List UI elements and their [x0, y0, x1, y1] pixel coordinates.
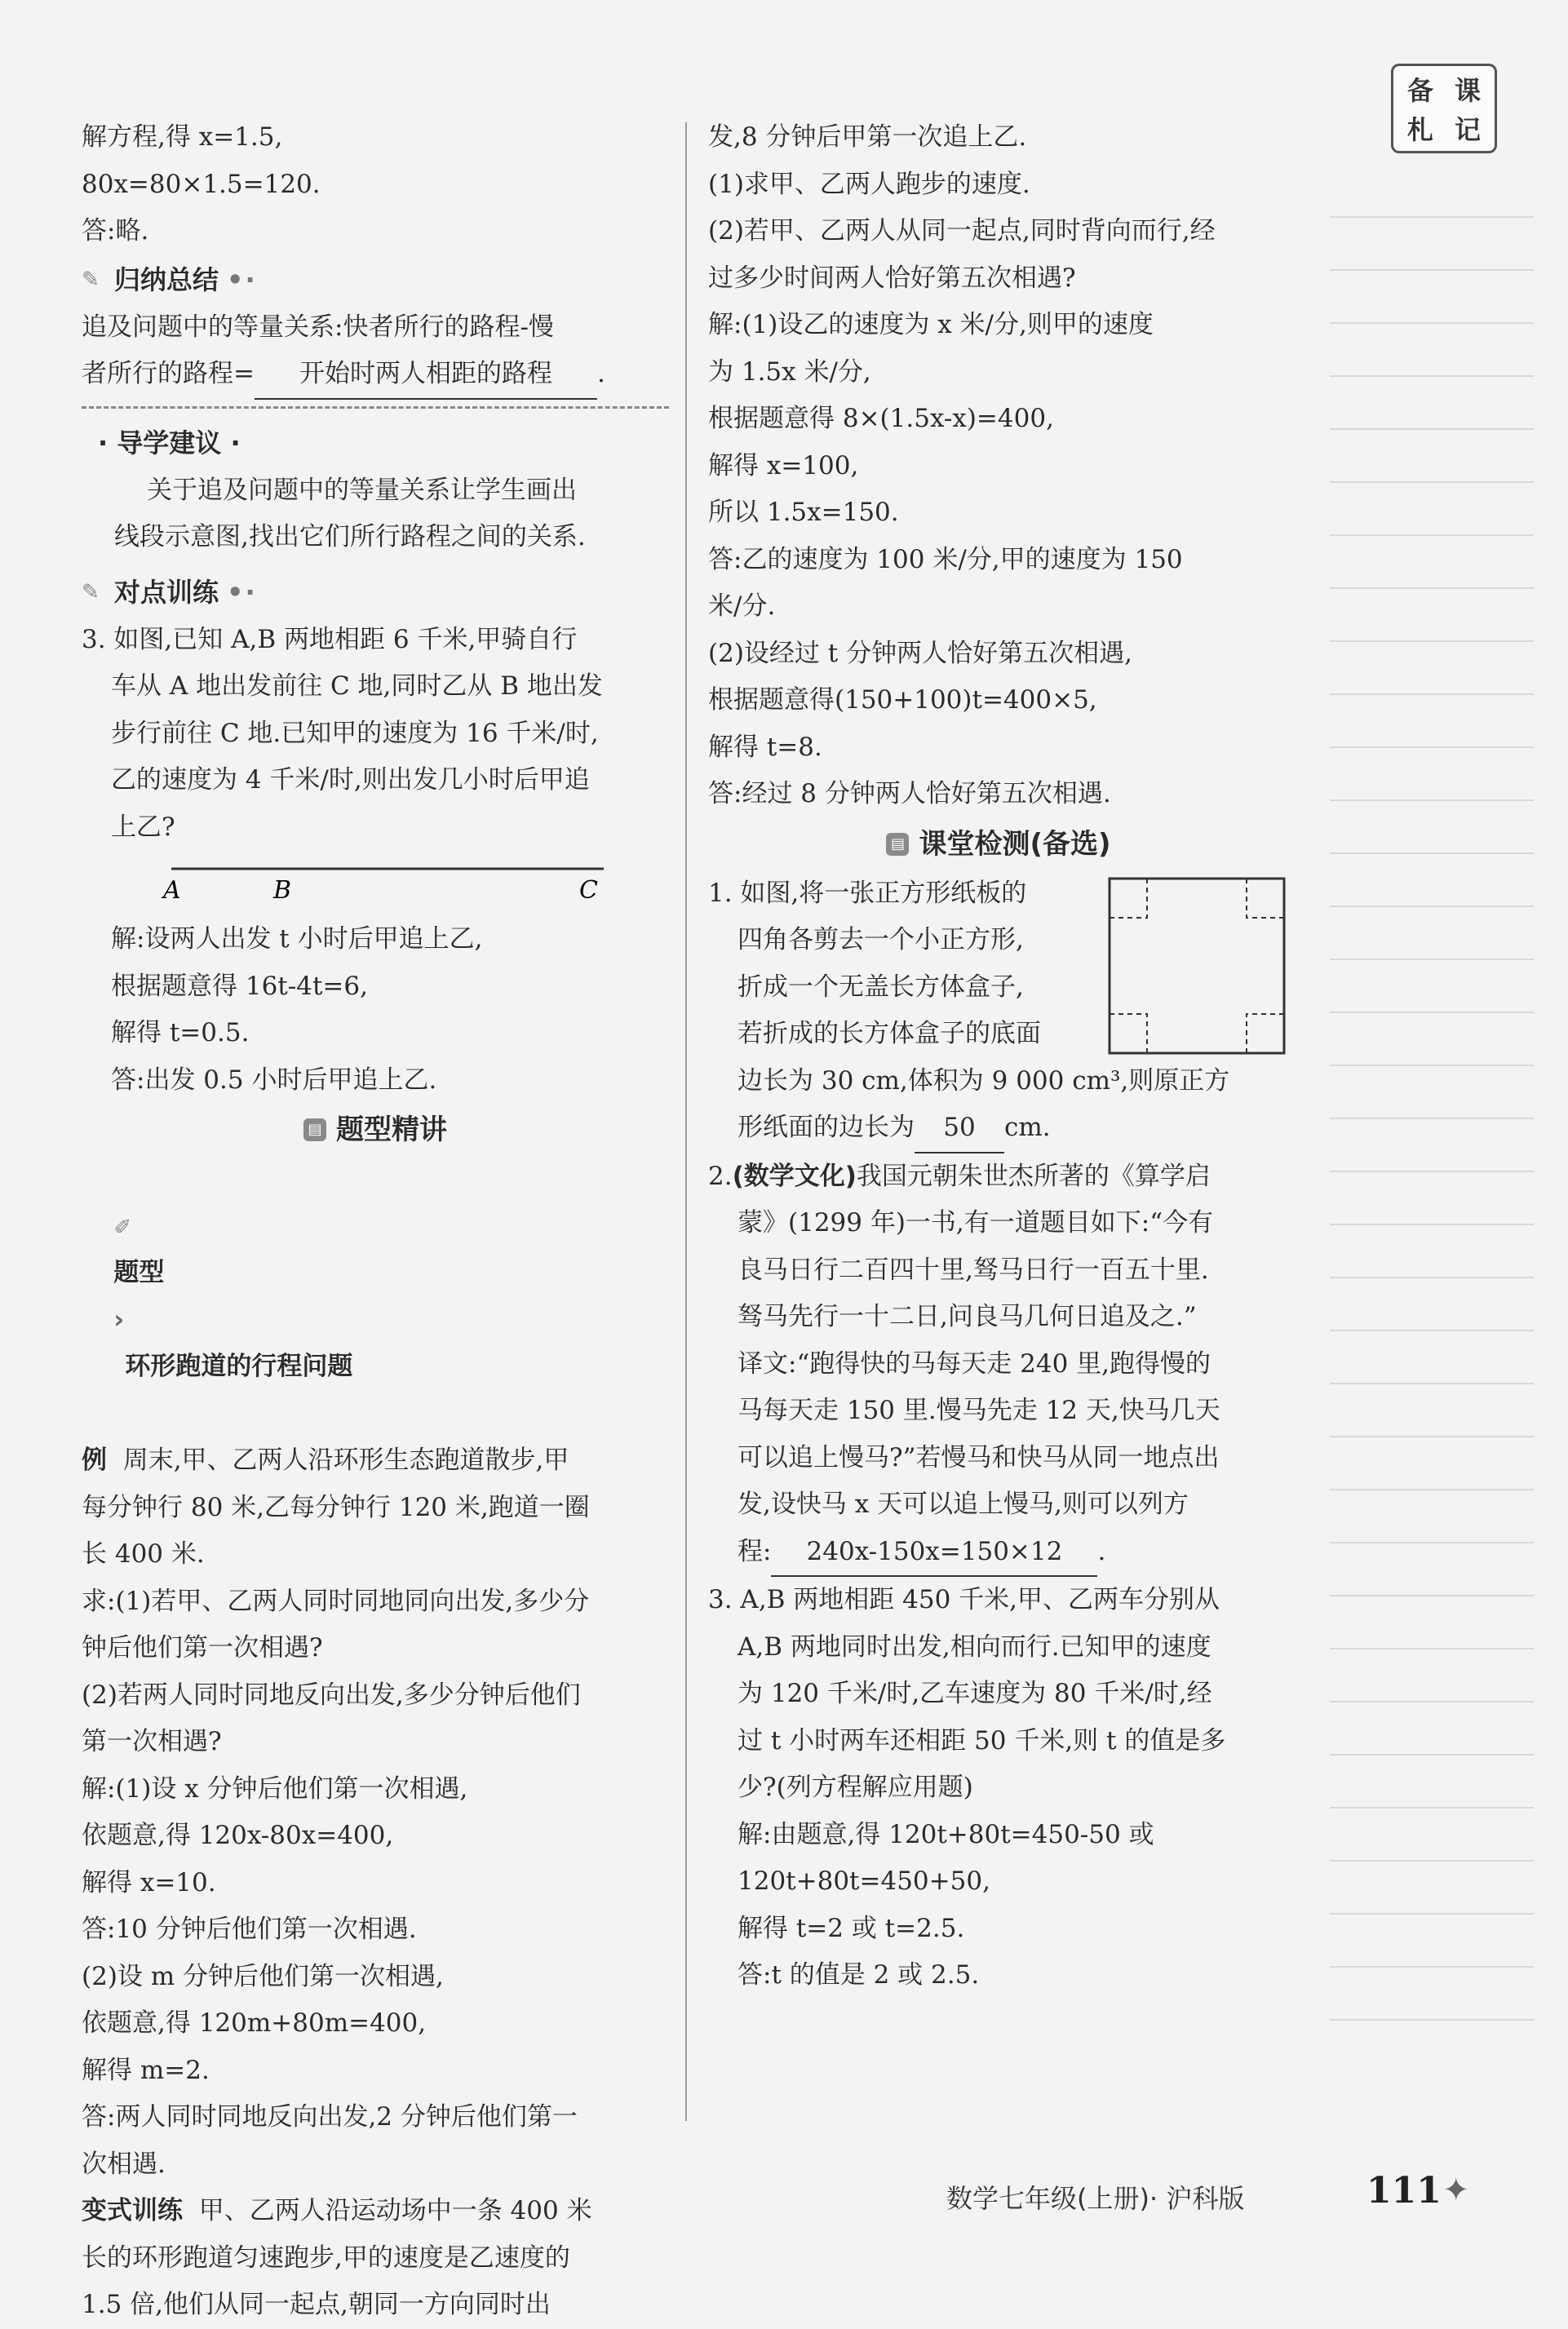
note-rule [1330, 481, 1534, 483]
column-divider [685, 122, 687, 2121]
note-rule [1330, 799, 1534, 801]
note-rule [1330, 1118, 1534, 1119]
q2-number: 2. [708, 1161, 733, 1191]
leaf-icon: ✐ [113, 1215, 132, 1240]
question-line [708, 1153, 1289, 1201]
question-line: 乙的速度为 4 千米/时,则出发几小时后甲追 [111, 765, 590, 795]
question-line: 马每天走 150 里.慢马先走 12 天,快马几天 [737, 1396, 1220, 1425]
note-rule [1330, 640, 1534, 642]
note-rule [1330, 1754, 1534, 1756]
example-line: 每分钟行 80 米,乙每分钟行 120 米,跑道一圈 [82, 1492, 590, 1522]
left-column [82, 114, 669, 2329]
question-line: A,B 两地同时出发,相向而行.已知甲的速度 [737, 1632, 1211, 1662]
training-heading-text: 对点训练 [114, 576, 219, 608]
example-answer: 答:两人同时同地反向出发,2 分钟后他们第一 [82, 2102, 578, 2132]
corner-cut [1247, 879, 1284, 918]
note-rule [1330, 1171, 1534, 1172]
note-rule [1330, 216, 1534, 218]
ribbon-icon: ✦ [1442, 2172, 1470, 2209]
note-rule [1330, 1860, 1534, 1862]
q1-suffix: cm. [1004, 1113, 1051, 1142]
solution-line: 答:略. [82, 216, 149, 246]
note-rule [1330, 1701, 1534, 1702]
question-line: 3. 如图,已知 A,B 两地相距 6 千米,甲骑自行 [82, 624, 578, 654]
q2-answer-blank: 240x-150x=150×12 [771, 1529, 1097, 1578]
note-rule [1330, 1807, 1534, 1809]
example-line: 长 400 米. [82, 1539, 205, 1569]
summary-heading-text: 归纳总结 [114, 263, 219, 295]
variant-line: 长的环形跑道匀速跑步,甲的速度是乙速度的 [82, 2243, 570, 2273]
q1-answer-blank: 50 [915, 1105, 1004, 1153]
q1-prefix: 形纸面的边长为 [737, 1113, 915, 1142]
right-column [708, 114, 1289, 1999]
type-title: 环形跑道的行程问题 [125, 1352, 353, 1381]
answer-line: 根据题意得 16t-4t=6, [111, 971, 368, 1001]
example-question: 求:(1)若甲、乙两人同时同地同向出发,多少分 [82, 1586, 590, 1616]
guide-line: 线段示意图,找出它们所行路程之间的关系. [114, 522, 586, 551]
variant-text: 甲、乙两人沿运动场中一条 400 米 [183, 2196, 592, 2225]
note-rule [1330, 428, 1534, 430]
note-rule [1330, 1966, 1534, 1968]
note-rule [1330, 1383, 1534, 1384]
q2-suffix: . [1097, 1536, 1106, 1566]
summary-answer-blank: 开始时两人相距的路程 [255, 351, 597, 400]
example-answer: 依题意,得 120m+80m=400, [82, 2008, 427, 2038]
question-line: 折成一个无盖长方体盒子, [737, 972, 1024, 1002]
question-line: 过 t 小时两车还相距 50 千米,则 t 的值是多 [737, 1725, 1226, 1756]
question-line: 发,设快马 x 天可以追上慢马,则可以列方 [737, 1490, 1189, 1519]
cont-line: 解得 x=100, [708, 450, 859, 480]
note-rule [1330, 1012, 1534, 1013]
section-icon: ▤ [303, 1118, 326, 1141]
guide-heading: · 导学建议 · [98, 427, 241, 458]
note-rule [1330, 375, 1534, 377]
lecture-heading [82, 1104, 669, 1156]
summary-line: 追及问题中的等量关系:快者所行的路程-慢 [82, 312, 554, 342]
dots-decoration: •· [227, 263, 257, 295]
corner-cut [1110, 879, 1147, 918]
note-rule [1330, 269, 1534, 271]
stamp-char: 记 [1454, 114, 1481, 145]
test-heading-text: 课堂检测(备选) [919, 827, 1111, 861]
example-answer: 解得 m=2. [82, 2055, 210, 2085]
summary-suffix: . [596, 359, 605, 388]
note-rule [1330, 1436, 1534, 1437]
note-rule [1330, 905, 1534, 907]
section-icon: ▤ [886, 833, 909, 856]
cont-line: 答:经过 8 分钟两人恰好第五次相遇. [708, 779, 1111, 808]
answer-line: 解得 t=0.5. [111, 1018, 250, 1047]
example-answer: 解得 x=10. [82, 1867, 216, 1897]
summary-heading [82, 255, 669, 304]
question-line: 车从 A 地出发前往 C 地,同时乙从 B 地出发 [111, 671, 603, 701]
cont-line: (1)求甲、乙两人跑步的速度. [708, 169, 1030, 199]
stamp-char: 札 [1406, 114, 1433, 145]
example-line [82, 1437, 669, 1485]
corner-cut [1110, 1014, 1147, 1053]
variant-label: 变式训练 [82, 2196, 183, 2225]
q2-text: 我国元朝朱世杰所著的《算学启 [856, 1161, 1211, 1191]
answer-line: 答:出发 0.5 小时后甲追上乙. [111, 1065, 437, 1095]
note-rule [1330, 1648, 1534, 1649]
answer-line: 答:t 的值是 2 或 2.5. [737, 1960, 980, 1990]
cont-line: 为 1.5x 米/分, [708, 356, 871, 387]
cont-line: (2)若甲、乙两人从同一起点,同时背向而行,经 [708, 216, 1216, 246]
summary-dashed-rule [82, 406, 669, 409]
example-answer: 依题意,得 120x-80x=400, [82, 1821, 394, 1850]
example-answer: 答:10 分钟后他们第一次相遇. [82, 1915, 417, 1944]
question-line: 四角各剪去一个小正方形, [737, 925, 1024, 954]
answer-line: 解得 t=2 或 t=2.5. [737, 1913, 965, 1943]
note-rule [1330, 587, 1534, 589]
summary-prefix: 者所行的路程= [82, 359, 255, 388]
cont-line: 米/分. [708, 591, 776, 621]
example-question: 钟后他们第一次相遇? [82, 1633, 323, 1663]
note-rule [1330, 534, 1534, 536]
question-line: 译文:“跑得快的马每天走 240 里,跑得慢的 [737, 1348, 1211, 1379]
cont-line: 解:(1)设乙的速度为 x 米/分,则甲的速度 [708, 310, 1154, 339]
cont-line: 根据题意得 8×(1.5x-x)=400, [708, 404, 1054, 433]
cont-line: 所以 1.5x=150. [708, 498, 899, 527]
lesson-notes-stamp [1391, 64, 1497, 153]
stamp-char: 备 [1406, 75, 1433, 106]
note-rule [1330, 322, 1534, 324]
cont-line: 根据题意得(150+100)t=400×5, [708, 685, 1097, 715]
example-text: 周末,甲、乙两人沿环形生态跑道散步,甲 [107, 1446, 569, 1475]
note-rule [1330, 1595, 1534, 1596]
stamp-char: 课 [1454, 75, 1481, 106]
math-culture-label: (数学文化) [732, 1161, 857, 1191]
solution-line: 80x=80×1.5=120. [82, 169, 321, 199]
test-heading [708, 818, 1289, 870]
question-line: 可以追上慢马?”若慢马和快马从同一地点出 [737, 1442, 1220, 1472]
summary-line [82, 351, 669, 400]
cont-line: 发,8 分钟后甲第一次追上乙. [708, 122, 1027, 152]
training-heading [82, 568, 669, 617]
page-number: 111 [1366, 2170, 1442, 2212]
question-line: 驽马先行一十二日,问良马几何日追及之.” [737, 1302, 1197, 1331]
corner-cut [1247, 1014, 1284, 1053]
question-line: 为 120 千米/时,乙车速度为 80 千米/时,经 [737, 1679, 1212, 1708]
q1-block [708, 870, 1289, 1153]
variant-line [82, 2188, 669, 2235]
note-rule [1330, 693, 1534, 695]
note-rule [1330, 2019, 1534, 2021]
cont-line: (2)设经过 t 分钟两人恰好第五次相遇, [708, 638, 1132, 668]
note-rule [1330, 1489, 1534, 1490]
square-cardboard-diagram [1108, 877, 1287, 1056]
question-line [708, 1529, 1289, 1578]
cont-line: 答:乙的速度为 100 米/分,甲的速度为 150 [708, 544, 1183, 574]
variant-line: 1.5 倍,他们从同一起点,朝同一方向同时出 [82, 2290, 551, 2319]
note-rule [1330, 746, 1534, 748]
question-line: 边长为 30 cm,体积为 9 000 cm³,则原正方 [737, 1065, 1230, 1096]
type-label: 题型 [113, 1258, 165, 1287]
guide-line: 关于追及问题中的等量关系让学生画出 [147, 475, 577, 505]
dots-decoration: •· [227, 576, 257, 608]
example-answer: 解:(1)设 x 分钟后他们第一次相遇, [82, 1773, 468, 1804]
question-line [708, 1105, 1289, 1153]
note-rule [1330, 1330, 1534, 1331]
cont-line: 解得 t=8. [708, 732, 822, 762]
cont-line: 过多少时间两人恰好第五次相遇? [708, 263, 1076, 293]
note-rule [1330, 852, 1534, 854]
question-line: 良马日行二百四十里,驽马日行一百五十里. [737, 1255, 1209, 1285]
q2-prefix: 程: [737, 1536, 772, 1566]
example-label: 例 [82, 1446, 107, 1475]
pencil-icon: ✎ [82, 267, 100, 292]
outer-square [1110, 879, 1284, 1053]
note-rule [1330, 1913, 1534, 1915]
example-answer: (2)设 m 分钟后他们第一次相遇, [82, 1961, 444, 1991]
pencil-icon: ✎ [82, 579, 100, 604]
lecture-heading-text: 题型精讲 [336, 1114, 447, 1146]
note-rule [1330, 1224, 1534, 1225]
question-line: 若折成的长方体盒子的底面 [737, 1019, 1041, 1048]
segment-diagram [82, 851, 669, 916]
example-question: 第一次相遇? [82, 1727, 222, 1756]
point-label-b: B [273, 876, 292, 905]
note-rule [1330, 1277, 1534, 1278]
answer-line: 解:由题意,得 120t+80t=450-50 或 [737, 1819, 1154, 1849]
example-answer: 次相遇. [82, 2149, 166, 2179]
book-title: 数学七年级(上册)· 沪科版 [946, 2183, 1245, 2214]
point-label-c: C [579, 876, 598, 905]
chevron-right-icon: › [113, 1304, 125, 1335]
solution-line: 解方程,得 x=1.5, [82, 122, 283, 152]
question-line: 3. A,B 两地相距 450 千米,甲、乙两车分别从 [708, 1585, 1220, 1614]
point-label-a: A [163, 876, 181, 905]
answer-line: 120t+80t=450+50, [737, 1866, 990, 1896]
question-line: 少?(列方程解应用题) [737, 1773, 973, 1802]
question-line: 蒙》(1299 年)一书,有一道题目如下:“今有 [737, 1208, 1214, 1238]
note-rule [1330, 959, 1534, 960]
note-rule [1330, 1542, 1534, 1543]
note-rule [1330, 1065, 1534, 1066]
question-line: 上乙? [111, 812, 175, 842]
answer-line: 解:设两人出发 t 小时后甲追上乙, [111, 924, 483, 954]
type-heading [82, 1156, 669, 1437]
question-line: 步行前往 C 地.已知甲的速度为 16 千米/时, [111, 718, 599, 748]
example-question: (2)若两人同时同地反向出发,多少分钟后他们 [82, 1680, 581, 1710]
question-line: 1. 如图,将一张正方形纸板的 [708, 878, 1027, 908]
